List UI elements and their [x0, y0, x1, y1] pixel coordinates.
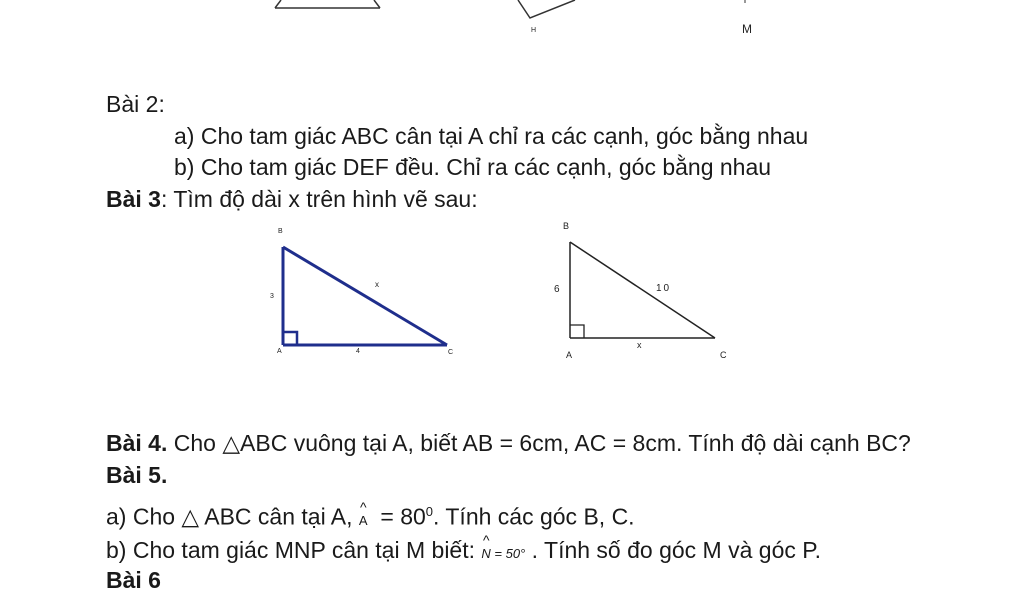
- fig1-label-b: B: [278, 228, 283, 235]
- top-triangle-left: [275, 0, 281, 8]
- bai5-a-angle: ^ A: [359, 507, 368, 535]
- fig2-label-c: C: [720, 350, 727, 360]
- fig2-label-b: B: [563, 221, 570, 231]
- bai5-title: Bài 5.: [106, 462, 168, 488]
- fig1-label-side-ac: 4: [356, 348, 360, 355]
- fig1-label-c: C: [448, 349, 454, 356]
- top-square-corner: [518, 0, 575, 18]
- top-label-h: H: [531, 27, 537, 34]
- bai6-title: Bài 6: [106, 567, 161, 593]
- bai5-a-pre: a) Cho △ ABC cân tại A,: [106, 503, 353, 530]
- bai2-heading: Bài 2:: [106, 91, 165, 117]
- bai5-b-val: = 50°: [490, 546, 526, 561]
- top-triangle-right: [374, 0, 380, 8]
- fig1-right-angle-mark: [283, 332, 297, 345]
- fig1-label-side-bc: x: [375, 280, 379, 289]
- bai5-item-b: [106, 536, 821, 568]
- fig2-label-side-ab: 6: [554, 284, 560, 295]
- bai5-b-angle: ^ N: [481, 540, 490, 568]
- bai5-a-sup: 0: [425, 504, 434, 519]
- bai4-line: [106, 429, 911, 457]
- bai3-text: : Tìm độ dài x trên hình vẽ sau:: [160, 186, 478, 212]
- fig2-label-a: A: [566, 350, 573, 360]
- fig1-label-a: A: [277, 348, 282, 355]
- bai2-title: Bài 2: [106, 91, 159, 117]
- bai3-title: Bài 3: [106, 186, 161, 212]
- bai3-line: [106, 185, 478, 213]
- fig2-label-side-ac: x: [637, 340, 642, 350]
- bai2-item-a: a) Cho tam giác ABC cân tại A chỉ ra các cạnh, góc bằng nhau: [174, 123, 809, 149]
- top-label-m: M: [742, 22, 752, 36]
- bai5-b-pre: b) Cho tam giác MNP cân tại M biết:: [106, 537, 475, 563]
- bai5-a-val: = 80: [373, 503, 426, 530]
- fig2-side-bc: [570, 242, 715, 338]
- bai5-item-a: [106, 498, 635, 535]
- fig1-label-side-ab: 3: [270, 293, 274, 300]
- bai2-item-b: b) Cho tam giác DEF đều. Chỉ ra các cạnh, góc bằng nhau: [174, 154, 772, 180]
- bai5-a-post: . Tính các góc B, C.: [433, 503, 635, 530]
- bai5-b-post: . Tính số đo góc M và góc P.: [531, 537, 822, 563]
- fig1-side-bc: [283, 247, 447, 345]
- triangle-figure-1: [283, 247, 447, 345]
- triangle-figure-2: [570, 242, 715, 338]
- bai4-text: Cho △ABC vuông tại A, biết AB = 6cm, AC = 8cm. Tính độ dài cạnh BC?: [167, 430, 911, 456]
- fig2-label-side-bc: 10: [656, 283, 672, 294]
- bai4-title: Bài 4.: [106, 430, 168, 456]
- fig2-right-angle-mark: [570, 325, 584, 338]
